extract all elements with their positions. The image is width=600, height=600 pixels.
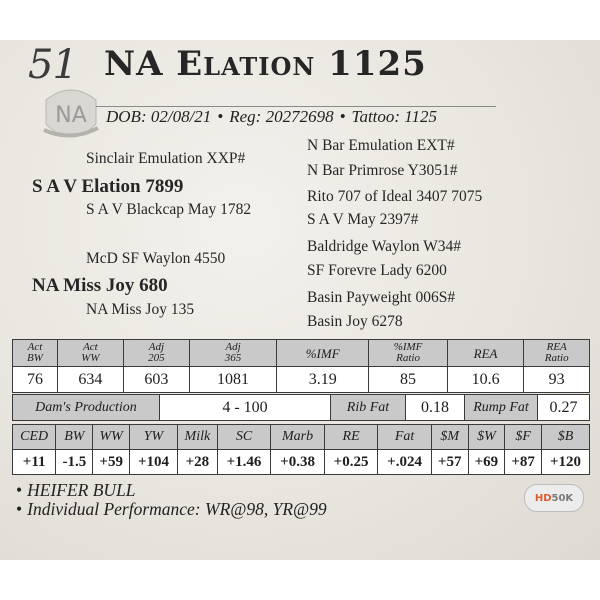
col-header: Adj 205 — [123, 340, 189, 367]
epd-value: +104 — [130, 450, 178, 475]
pedigree-sire-dam-sire: Rito 707 of Ideal 3407 7075 — [307, 188, 483, 205]
pedigree-sire: S A V Elation 7899 — [32, 176, 184, 197]
id-line — [106, 107, 437, 127]
epd-header: SC — [217, 425, 271, 450]
value-cell: 76 — [13, 367, 58, 393]
dam-production-label: Dam's Production — [13, 395, 160, 421]
pedigree-sire-dam: S A V Blackcap May 1782 — [86, 201, 252, 218]
note-heifer-bull: • HEIFER BULL — [16, 480, 136, 500]
epd-value: +59 — [93, 450, 130, 475]
epd-header-row — [13, 425, 590, 450]
epd-header: Fat — [378, 425, 432, 450]
epd-value: +87 — [505, 450, 542, 475]
epd-value: +11 — [13, 450, 56, 475]
pedigree-dam-dam: NA Miss Joy 135 — [86, 301, 195, 318]
animal-name: NA Elation 1125 — [104, 44, 427, 84]
epd-value: +69 — [468, 450, 505, 475]
separator: • — [339, 107, 346, 126]
col-header: Adj 365 — [189, 340, 276, 367]
epd-value: +28 — [177, 450, 217, 475]
value-cell: 634 — [57, 367, 123, 393]
pedigree-dam-dam-dam: Basin Joy 6278 — [307, 313, 403, 330]
separator: • — [217, 107, 224, 126]
logo-text: NA — [55, 103, 87, 128]
value-cell: 10.6 — [447, 367, 524, 393]
col-header: Act WW — [57, 340, 123, 367]
rump-fat-value: 0.27 — [538, 395, 590, 421]
epd-value: +57 — [431, 450, 468, 475]
value-cell: 93 — [524, 367, 590, 393]
actuals-table — [12, 339, 590, 393]
rib-fat-value: 0.18 — [406, 395, 465, 421]
epd-header: RE — [324, 425, 378, 450]
pedigree-dam-sire-dam: SF Forevre Lady 6200 — [307, 262, 447, 279]
epd-header: YW — [130, 425, 178, 450]
note-performance: • Individual Performance: WR@98, YR@99 — [16, 499, 327, 519]
col-header: %IMF Ratio — [369, 340, 447, 367]
lot-number: 51 — [28, 42, 77, 88]
actuals-value-row — [13, 367, 590, 393]
epd-table — [12, 424, 590, 475]
col-header: %IMF — [277, 340, 369, 367]
epd-header: BW — [56, 425, 93, 450]
epd-value: +0.25 — [324, 450, 378, 475]
epd-value-row — [13, 450, 590, 475]
epd-value: +120 — [541, 450, 589, 475]
col-header: Act BW — [13, 340, 58, 367]
pedigree-sire-sire-dam: N Bar Primrose Y3051# — [307, 162, 458, 179]
pedigree-sire-sire-sire: N Bar Emulation EXT# — [307, 137, 455, 154]
notes — [16, 481, 327, 519]
pedigree-dam-dam-sire: Basin Payweight 006S# — [307, 289, 456, 306]
pedigree-dam: NA Miss Joy 680 — [32, 275, 168, 296]
pedigree-dam-sire: McD SF Waylon 4550 — [86, 250, 226, 267]
col-header: REA Ratio — [524, 340, 590, 367]
pedigree-sire-sire: Sinclair Emulation XXP# — [86, 150, 246, 167]
dam-production-value: 4 - 100 — [160, 395, 331, 421]
registration: Reg: 20272698 — [229, 107, 334, 126]
value-cell: 85 — [369, 367, 447, 393]
epd-header: $F — [505, 425, 542, 450]
production-table — [12, 394, 590, 421]
value-cell: 3.19 — [277, 367, 369, 393]
epd-value: +1.46 — [217, 450, 271, 475]
pedigree-dam-sire-sire: Baldridge Waylon W34# — [307, 238, 462, 255]
hd50k-badge-icon: HD 50K — [524, 484, 584, 512]
dob: DOB: 02/08/21 — [106, 107, 212, 126]
value-cell: 603 — [123, 367, 189, 393]
actuals-header-row — [13, 340, 590, 367]
pedigree-sire-dam-dam: S A V May 2397# — [307, 211, 419, 228]
epd-header: Marb — [271, 425, 325, 450]
epd-value: +0.38 — [271, 450, 325, 475]
epd-value: +.024 — [378, 450, 432, 475]
tattoo: Tattoo: 1125 — [351, 107, 438, 126]
value-cell: 1081 — [189, 367, 276, 393]
rump-fat-label: Rump Fat — [465, 395, 538, 421]
epd-header: $B — [541, 425, 589, 450]
epd-header: $W — [468, 425, 505, 450]
rib-fat-label: Rib Fat — [331, 395, 406, 421]
col-header: REA — [447, 340, 524, 367]
epd-header: Milk — [177, 425, 217, 450]
epd-value: -1.5 — [56, 450, 93, 475]
epd-header: WW — [93, 425, 130, 450]
epd-header: $M — [431, 425, 468, 450]
na-logo-icon — [42, 80, 100, 148]
epd-header: CED — [13, 425, 56, 450]
